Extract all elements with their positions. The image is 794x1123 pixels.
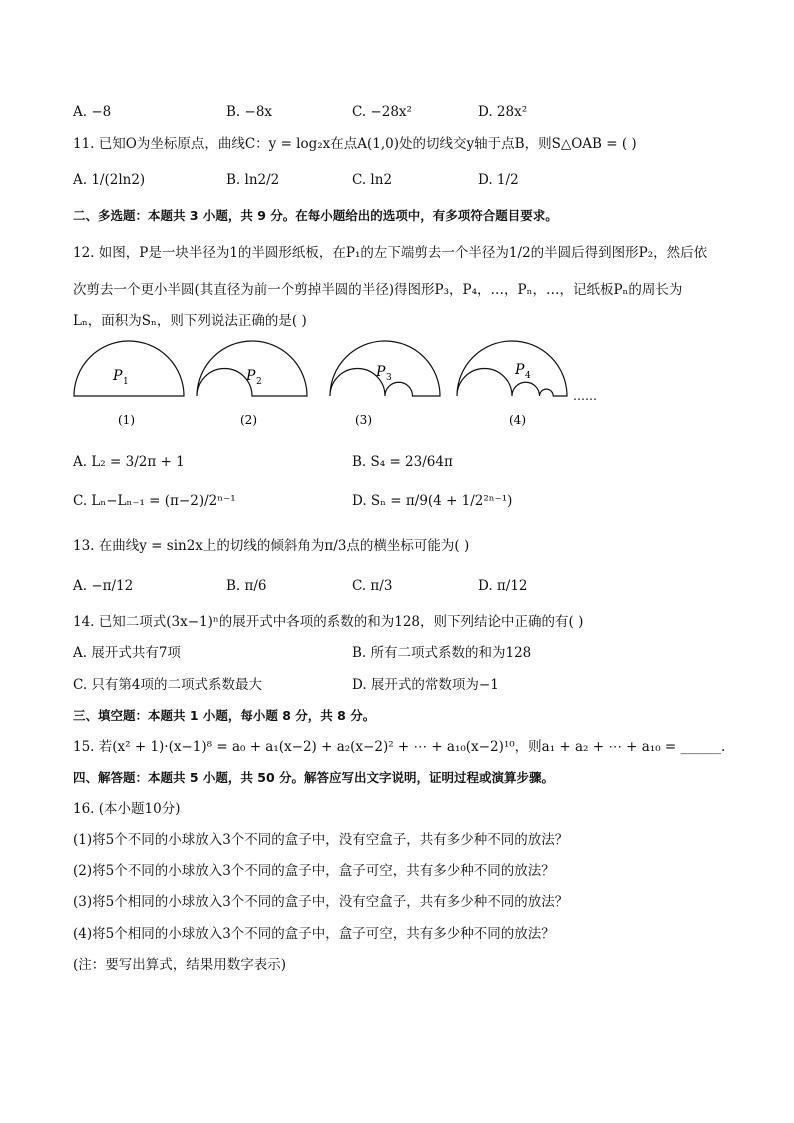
q16-part-3: (3)将5个相同的小球放入3个不同的盒子中，没有空盒子，共有多少种不同的放法？	[73, 894, 569, 910]
q15-stem: 15. 若(x² + 1)·(x−1)⁸ = a₀ + a₁(x−2) + a₂(x−2)² + ⋯ + a₁₀(x−2)¹⁰，则a₁ + a₂ + ⋯ + a₁₀ = ______.	[73, 739, 726, 755]
q16-note: (注：要写出算式，结果用数字表示)	[73, 957, 287, 973]
q16-part-1: (1)将5个不同的小球放入3个不同的盒子中，没有空盒子，共有多少种不同的放法？	[73, 832, 569, 848]
q12-stem-line-2: 次剪去一个更小半圆(其直径为前一个剪掉半圆的半径)得图形P₃，P₄，…，Pₙ，…，记纸板Pₙ的周长为	[73, 282, 683, 298]
q13-option-a: A. −π/12	[73, 578, 134, 594]
figure-p2-label: P	[246, 368, 256, 384]
q10-option-a: A. −8	[73, 104, 112, 120]
q11-option-d: D. 1/2	[478, 172, 519, 188]
q12-stem-line-3: Lₙ，面积为Sₙ，则下列说法正确的是( )	[73, 313, 307, 329]
q13-stem: 13. 在曲线y = sin2x上的切线的倾斜角为π/3点的横坐标可能为( )	[73, 538, 470, 554]
figure-p1-sub: 1	[123, 377, 129, 387]
q14-option-a: A. 展开式共有7项	[73, 645, 181, 661]
q11-option-a: A. 1/(2ln2)	[73, 172, 146, 188]
figure-p3	[330, 341, 440, 427]
q16-part-4: (4)将5个相同的小球放入3个不同的盒子中，盒子可空，共有多少种不同的放法？	[73, 926, 555, 942]
q16-header: 16. (本小题10分)	[73, 801, 181, 817]
q13-option-c: C. π/3	[352, 578, 393, 594]
figure-p1	[74, 341, 184, 427]
q12-option-b: B. S₄ = 23/64π	[352, 454, 453, 470]
q14-stem: 14. 已知二项式(3x−1)ⁿ的展开式中各项的系数的和为128，则下列结论中正确的有( )	[73, 614, 584, 630]
figure-p2	[197, 341, 307, 427]
q12-option-a: A. L₂ = 3/2π + 1	[73, 454, 185, 470]
figure-p1-label: P	[113, 368, 123, 384]
figure-p1-caption: (1)	[118, 413, 135, 427]
q11-stem: 11. 已知O为坐标原点，曲线C：y = log₂x在点A(1,0)处的切线交y轴于点B，则S△OAB = ( )	[73, 136, 637, 152]
q14-option-b: B. 所有二项式系数的和为128	[352, 645, 532, 661]
figure-p3-label: P	[376, 364, 386, 380]
figure-p4-label: P	[515, 362, 525, 378]
section-4-heading: 四、解答题：本题共 5 小题，共 50 分。解答应写出文字说明，证明过程或演算步骤。	[73, 770, 555, 785]
figure-p2-caption: (2)	[240, 413, 257, 427]
figure-p3-sub: 3	[386, 373, 392, 383]
q11-option-c: C. ln2	[352, 172, 393, 188]
q12-option-c: C. Lₙ−Lₙ₋₁ = (π−2)/2ⁿ⁻¹	[73, 493, 236, 509]
q11-option-b: B. ln2/2	[226, 172, 280, 188]
q16-part-2: (2)将5个不同的小球放入3个不同的盒子中，盒子可空，共有多少种不同的放法？	[73, 863, 555, 879]
figure-p2-sub: 2	[256, 377, 262, 387]
figure-p3-caption: (3)	[355, 413, 372, 427]
q12-option-d: D. Sₙ = π/9(4 + 1/2²ⁿ⁻¹)	[352, 493, 513, 509]
q13-option-d: D. π/12	[478, 578, 528, 594]
section-2-heading: 二、多选题：本题共 3 小题，共 9 分。在每小题给出的选项中，有多项符合题目要求。	[73, 208, 558, 223]
figure-p4	[457, 341, 567, 427]
q10-option-b: B. −8x	[226, 104, 273, 120]
figures-ellipsis: ……	[573, 389, 597, 403]
figure-p4-caption: (4)	[509, 413, 526, 427]
q12-stem-line-1: 12. 如图，P是一块半径为1的半圆形纸板，在P₁的左下端剪去一个半径为1/2的半圆后得到图形P₂，然后依	[73, 245, 708, 261]
q14-option-c: C. 只有第4项的二项式系数最大	[73, 677, 263, 693]
q14-option-d: D. 展开式的常数项为−1	[352, 677, 499, 693]
figure-p4-sub: 4	[525, 371, 531, 381]
section-3-heading: 三、填空题：本题共 1 小题，每小题 8 分，共 8 分。	[73, 708, 376, 723]
q10-option-d: D. 28x²	[478, 104, 528, 120]
q12-semicircle-figures	[60, 340, 620, 435]
q10-option-c: C. −28x²	[352, 104, 412, 120]
q13-option-b: B. π/6	[226, 578, 267, 594]
